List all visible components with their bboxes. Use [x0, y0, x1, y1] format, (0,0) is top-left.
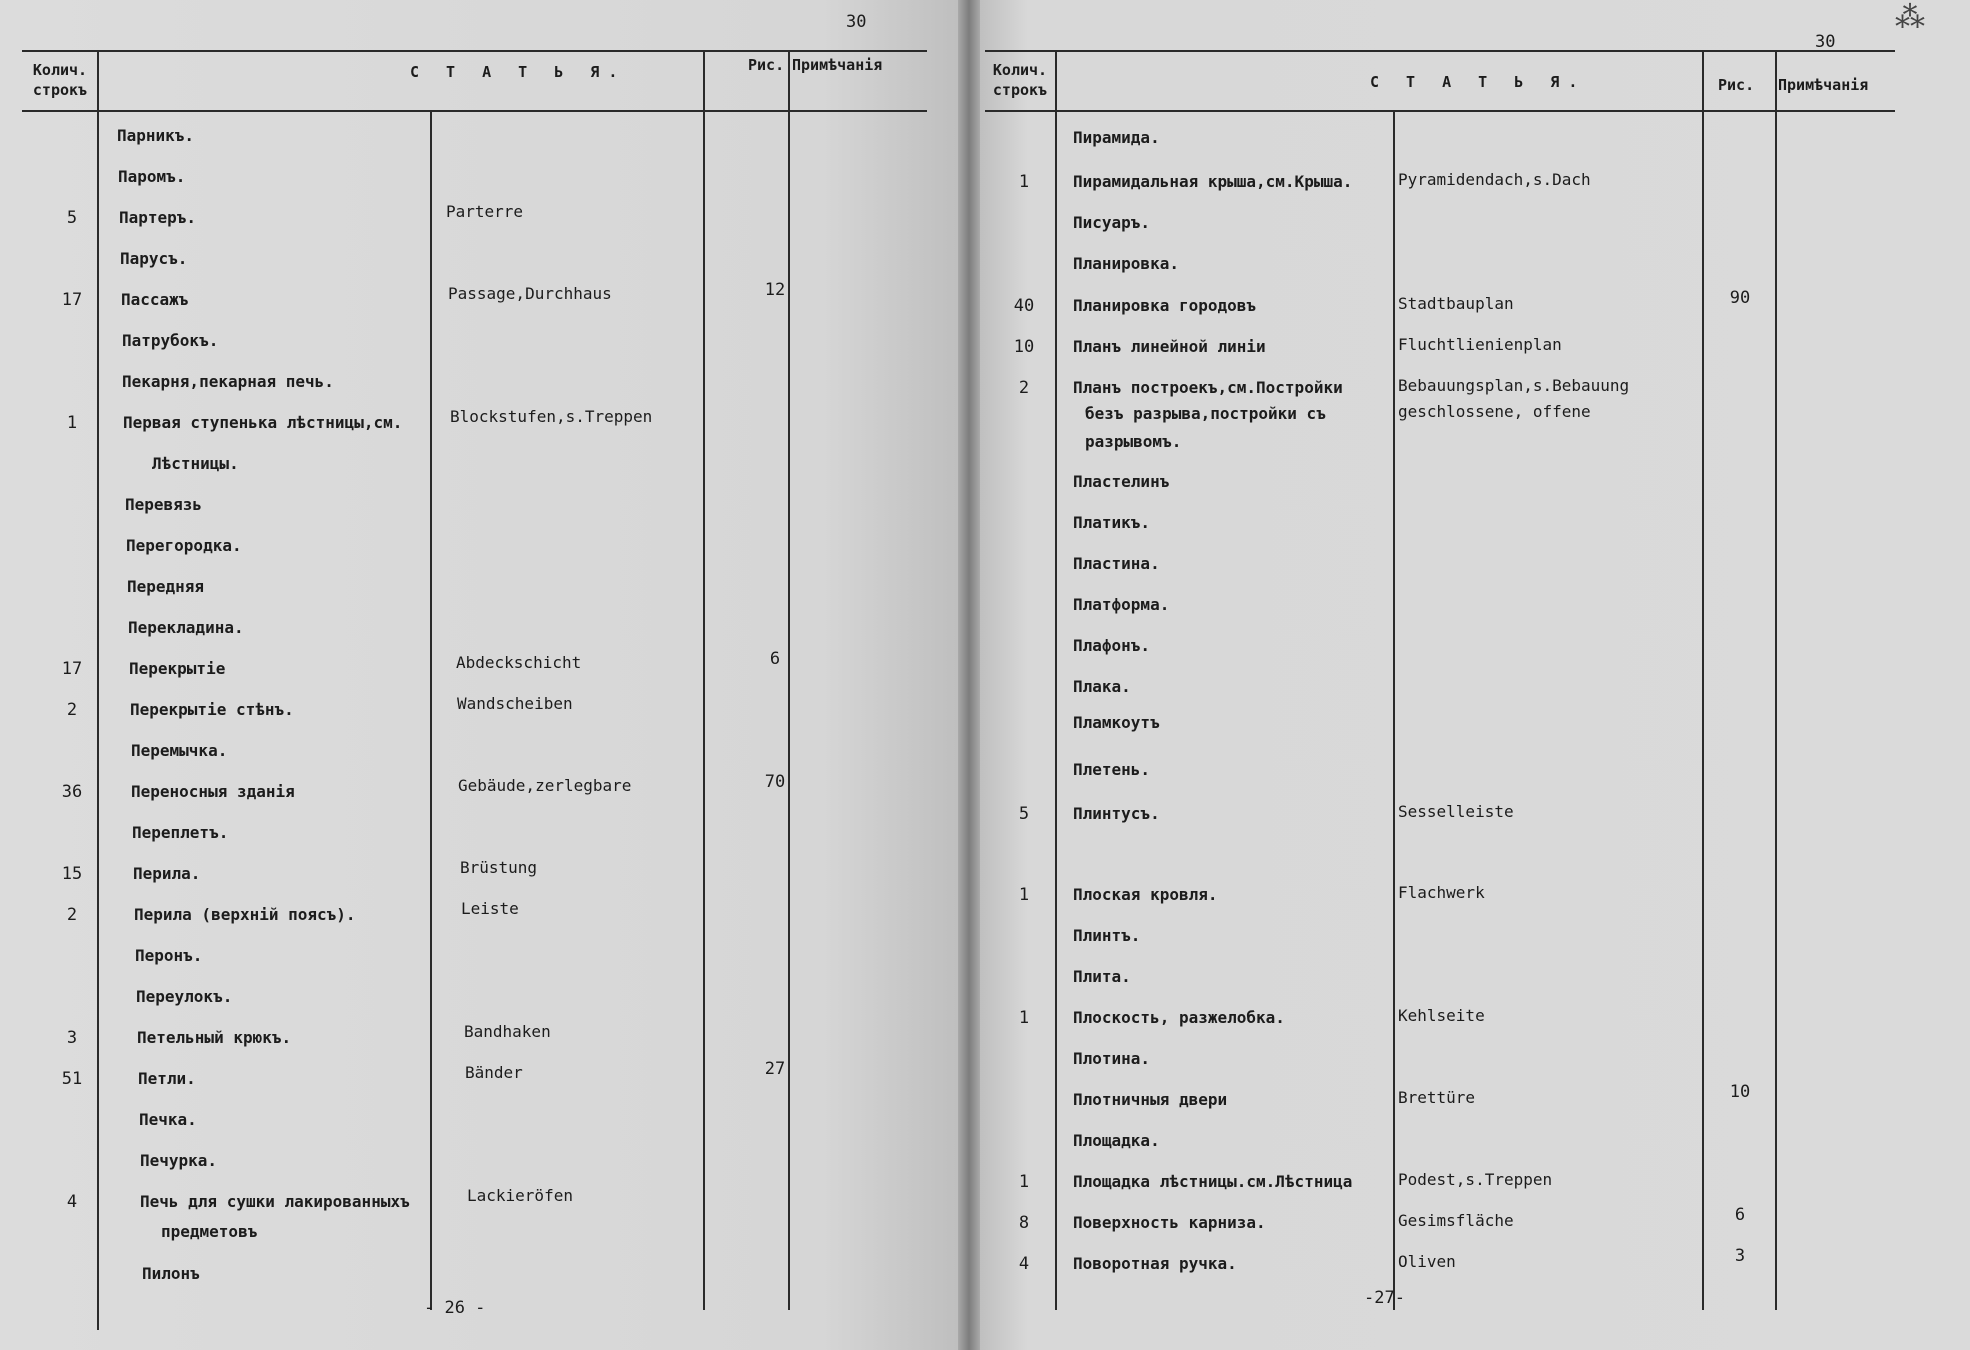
- left-col-divider-1: [97, 50, 99, 1330]
- row-figure-number: 12: [764, 280, 786, 300]
- right-col-divider-4: [1775, 50, 1777, 1310]
- row-count: 1: [66, 413, 78, 433]
- row-german: geschlossene, offene: [1398, 402, 1591, 421]
- row-term: Переплетъ.: [132, 823, 229, 842]
- left-header-bottom-border: [22, 110, 927, 112]
- row-term: Планъ построекъ,см.Постройки: [1073, 378, 1343, 397]
- right-header-bottom-border: [985, 110, 1895, 112]
- row-count: 10: [1013, 337, 1035, 357]
- row-count: 40: [1013, 296, 1035, 316]
- row-term: Плотина.: [1073, 1049, 1151, 1068]
- row-figure-number: 70: [764, 772, 786, 792]
- row-term: безъ разрыва,постройки съ: [1085, 404, 1326, 423]
- row-term: Печь для сушки лакированныхъ: [140, 1192, 410, 1211]
- row-term: Пирамида.: [1073, 128, 1160, 147]
- row-german: Abdeckschicht: [456, 653, 582, 672]
- row-term: Паромъ.: [118, 167, 186, 186]
- row-figure-number: 3: [1734, 1246, 1746, 1266]
- row-term: Печка.: [139, 1110, 197, 1129]
- row-german: Oliven: [1398, 1252, 1456, 1271]
- row-term: Печурка.: [140, 1151, 218, 1170]
- right-table-top-border: [985, 50, 1895, 52]
- row-figure-number: 90: [1729, 288, 1751, 308]
- row-term: Петельный крюкъ.: [137, 1028, 292, 1047]
- row-term: Перемычка.: [131, 741, 228, 760]
- row-count: 51: [61, 1069, 83, 1089]
- row-term: Перегородка.: [126, 536, 242, 555]
- row-german: Leiste: [461, 899, 519, 918]
- row-term: Планировка.: [1073, 254, 1179, 273]
- row-count: 8: [1018, 1213, 1030, 1233]
- row-german: Brettüre: [1398, 1088, 1476, 1107]
- row-german: Bebauungsplan,s.Bebauung: [1398, 376, 1630, 395]
- row-term: Пламкоутъ: [1073, 713, 1160, 732]
- row-count: 2: [66, 905, 78, 925]
- row-count: 15: [61, 864, 83, 884]
- row-term: Платикъ.: [1073, 513, 1151, 532]
- right-header-fig: Рис.: [1718, 76, 1755, 94]
- row-term: Писуаръ.: [1073, 213, 1151, 232]
- book-gutter: [958, 0, 980, 1350]
- right-header-notes: Примѣчанія: [1778, 76, 1869, 94]
- row-term: Партеръ.: [119, 208, 197, 227]
- row-german: Podest,s.Treppen: [1398, 1170, 1553, 1189]
- row-term: Петли.: [138, 1069, 196, 1088]
- row-term: Перекладина.: [128, 618, 244, 637]
- row-term: Поверхность карниза.: [1073, 1213, 1266, 1232]
- row-german: Gebäude,zerlegbare: [458, 776, 632, 795]
- row-term: разрывомъ.: [1085, 432, 1182, 451]
- row-german: Passage,Durchhaus: [448, 284, 612, 303]
- row-german: Brüstung: [460, 858, 538, 877]
- row-german: Bandhaken: [464, 1022, 551, 1041]
- row-term: Планировка городовъ: [1073, 296, 1257, 315]
- row-term: Платформа.: [1073, 595, 1170, 614]
- row-german: Gesimsfläche: [1398, 1211, 1514, 1230]
- row-german: Pyramidendach,s.Dach: [1398, 170, 1591, 189]
- row-term: Пирамидальная крыша,см.Крыша.: [1073, 172, 1353, 191]
- row-figure-number: 10: [1729, 1082, 1751, 1102]
- row-german: Bänder: [465, 1063, 523, 1082]
- row-count: 17: [61, 290, 83, 310]
- row-count: 36: [61, 782, 83, 802]
- row-term: Плинтусъ.: [1073, 804, 1160, 823]
- right-header-count: Колич. строкъ: [992, 61, 1048, 99]
- row-term: Пассажъ: [121, 290, 189, 309]
- row-figure-number: 27: [764, 1059, 786, 1079]
- row-term: Парникъ.: [117, 126, 195, 145]
- row-german: Flachwerk: [1398, 883, 1485, 902]
- row-term: Патрубокъ.: [122, 331, 219, 350]
- row-term: Передняя: [127, 577, 205, 596]
- row-term: Площадка лѣстницы.см.Лѣстница: [1073, 1172, 1353, 1191]
- row-term: Пластина.: [1073, 554, 1160, 573]
- right-header-article: С Т А Т Ь Я.: [1370, 73, 1587, 91]
- right-col-divider-2: [1393, 110, 1395, 1310]
- row-german: Sesselleiste: [1398, 802, 1514, 821]
- row-german: Fluchtlienienplan: [1398, 335, 1562, 354]
- row-term: Плафонъ.: [1073, 636, 1151, 655]
- row-term: предметовъ: [161, 1222, 258, 1241]
- row-count: 1: [1018, 1008, 1030, 1028]
- handwritten-mark: ⁂: [1895, 0, 1925, 35]
- row-term: Перонъ.: [135, 946, 203, 965]
- row-count: 3: [66, 1028, 78, 1048]
- row-german: Blockstufen,s.Treppen: [450, 407, 653, 426]
- row-count: 1: [1018, 885, 1030, 905]
- row-term: Площадка.: [1073, 1131, 1160, 1150]
- row-term: Переносныя зданія: [131, 782, 295, 801]
- left-header-fig: Рис.: [748, 56, 785, 74]
- row-term: Перекрытіе стѣнъ.: [130, 700, 294, 719]
- row-term: Перила.: [133, 864, 201, 883]
- row-term: Плака.: [1073, 677, 1131, 696]
- row-term: Перила (верхній поясъ).: [134, 905, 356, 924]
- row-count: 4: [66, 1192, 78, 1212]
- row-term: Плита.: [1073, 967, 1131, 986]
- right-top-number: 30: [1815, 32, 1836, 52]
- row-term: Пекарня,пекарная печь.: [122, 372, 334, 391]
- row-figure-number: 6: [1734, 1205, 1746, 1225]
- row-count: 5: [66, 208, 78, 228]
- row-count: 2: [66, 700, 78, 720]
- row-term: Пластелинъ: [1073, 472, 1170, 491]
- row-term: Пилонъ: [142, 1264, 200, 1283]
- row-count: 4: [1018, 1254, 1030, 1274]
- row-german: Stadtbauplan: [1398, 294, 1514, 313]
- right-col-divider-3: [1702, 50, 1704, 1310]
- left-col-divider-3: [703, 50, 705, 1310]
- row-term: Перекрытіе: [129, 659, 226, 678]
- row-term: Парусъ.: [120, 249, 188, 268]
- left-header-count: Колич. строкъ: [32, 61, 88, 99]
- row-german: Wandscheiben: [457, 694, 573, 713]
- left-table-top-border: [22, 50, 927, 52]
- row-term: Первая ступенька лѣстницы,см.: [123, 413, 403, 432]
- row-german: Parterre: [446, 202, 524, 221]
- left-header-notes: Примѣчанія: [792, 56, 883, 74]
- left-page-number: - 26 -: [424, 1298, 486, 1318]
- row-count: 2: [1018, 378, 1030, 398]
- row-german: Kehlseite: [1398, 1006, 1485, 1025]
- left-col-divider-2: [430, 110, 432, 1310]
- row-figure-number: 6: [769, 649, 781, 669]
- row-term: Переулокъ.: [136, 987, 233, 1006]
- row-count: 1: [1018, 172, 1030, 192]
- row-count: 1: [1018, 1172, 1030, 1192]
- row-count: 5: [1018, 804, 1030, 824]
- left-top-number: 30: [846, 12, 867, 32]
- row-term: Поворотная ручка.: [1073, 1254, 1237, 1273]
- row-german: Lackieröfen: [467, 1186, 573, 1205]
- row-term: Плетень.: [1073, 760, 1151, 779]
- row-term: Плинтъ.: [1073, 926, 1141, 945]
- left-header-article: С Т А Т Ь Я.: [410, 63, 627, 81]
- right-col-divider-1: [1055, 50, 1057, 1310]
- left-col-divider-4: [788, 50, 790, 1310]
- row-term: Плоская кровля.: [1073, 885, 1218, 904]
- row-term: Плотничныя двери: [1073, 1090, 1228, 1109]
- row-term: Лѣстницы.: [152, 454, 239, 473]
- row-term: Перевязь: [125, 495, 203, 514]
- right-page-number: -27-: [1364, 1288, 1405, 1308]
- row-term: Планъ линейной линіи: [1073, 337, 1266, 356]
- row-count: 17: [61, 659, 83, 679]
- row-term: Плоскость, разжелобка.: [1073, 1008, 1285, 1027]
